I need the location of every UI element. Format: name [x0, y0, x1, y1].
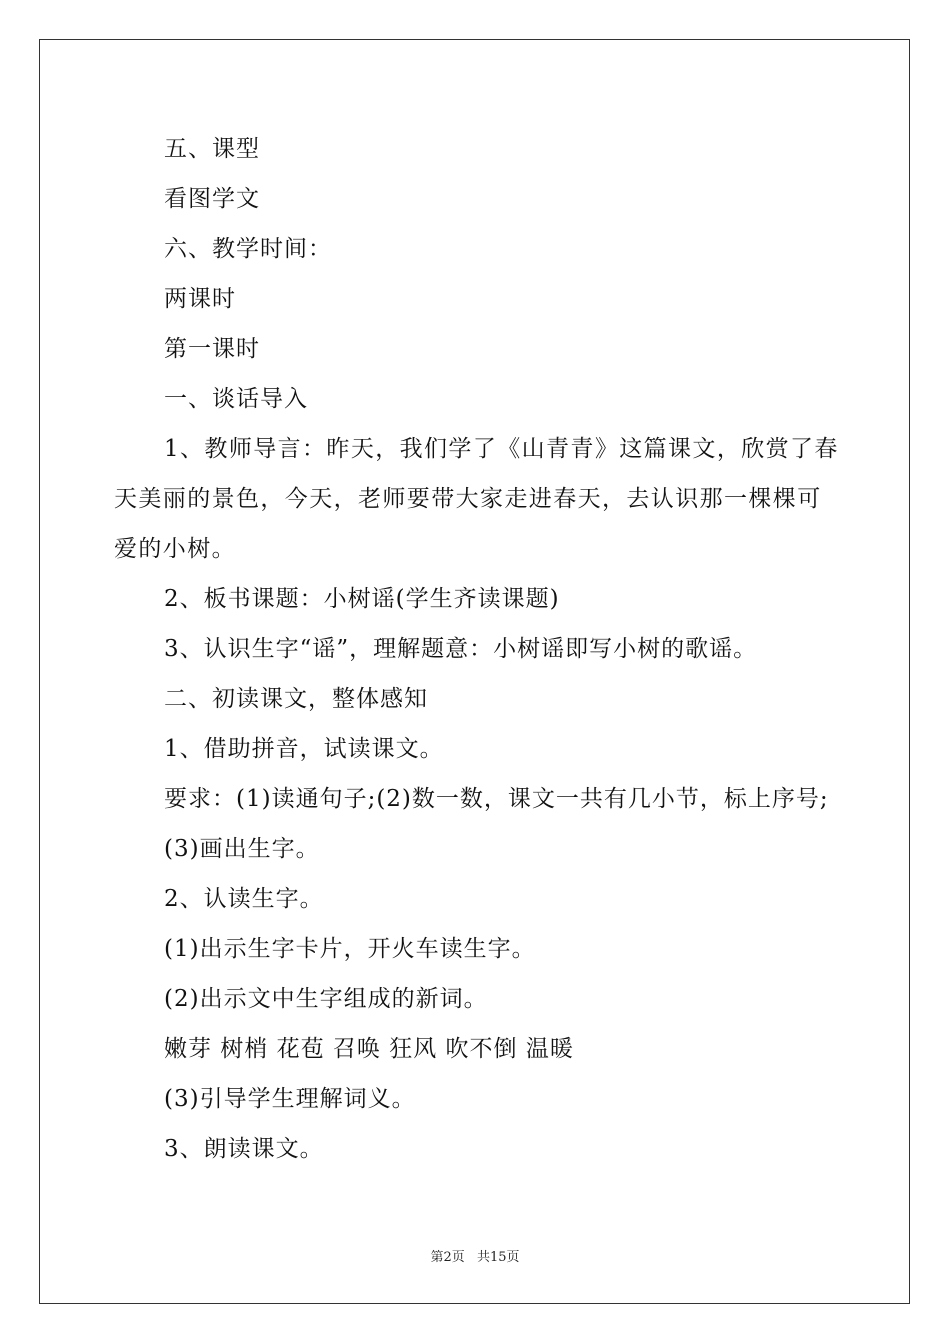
page-number: 第2页	[430, 1250, 465, 1265]
text-reading-step-3: 3、朗读课文。	[164, 1136, 324, 1162]
text-reading-step-2: 2、认读生字。	[164, 886, 324, 912]
heading-intro: 一、谈话导入	[164, 386, 308, 412]
text-reading-step-1: 1、借助拼音，试读课文。	[164, 736, 444, 762]
text-teaching-time-value: 两课时	[164, 286, 236, 312]
heading-first-reading: 二、初读课文，整体感知	[164, 686, 428, 712]
text-requirements: 要求：(1)读通句子;(2)数一数，课文一共有几小节，标上序号;	[164, 786, 829, 812]
text-sub-step-1: (1)出示生字卡片，开火车读生字。	[164, 936, 536, 962]
text-vocabulary-list: 嫩芽 树梢 花苞 召唤 狂风 吹不倒 温暖	[164, 1036, 574, 1062]
page-total: 共15页	[476, 1250, 520, 1265]
text-step-3: 3、认识生字“谣”，理解题意：小树谣即写小树的歌谣。	[164, 636, 758, 662]
heading-first-period: 第一课时	[164, 336, 260, 362]
paragraph-teacher-intro: 1、教师导言：昨天，我们学了《山青青》这篇课文，欣赏了春天美丽的景色，今天，老师要带大家走进春天，去认识那一棵棵可爱的小树。	[114, 436, 839, 562]
text-sub-step-2: (2)出示文中生字组成的新词。	[164, 986, 488, 1012]
page-footer	[0, 1246, 950, 1265]
document-body	[114, 124, 844, 1174]
text-sub-step-3: (3)引导学生理解词义。	[164, 1086, 416, 1112]
text-step-2: 2、板书课题：小树谣(学生齐读课题)	[164, 586, 560, 612]
heading-teaching-time: 六、教学时间：	[164, 236, 332, 262]
text-lesson-type-value: 看图学文	[164, 186, 260, 212]
heading-lesson-type: 五、课型	[164, 136, 260, 162]
text-requirements-cont: (3)画出生字。	[164, 836, 320, 862]
